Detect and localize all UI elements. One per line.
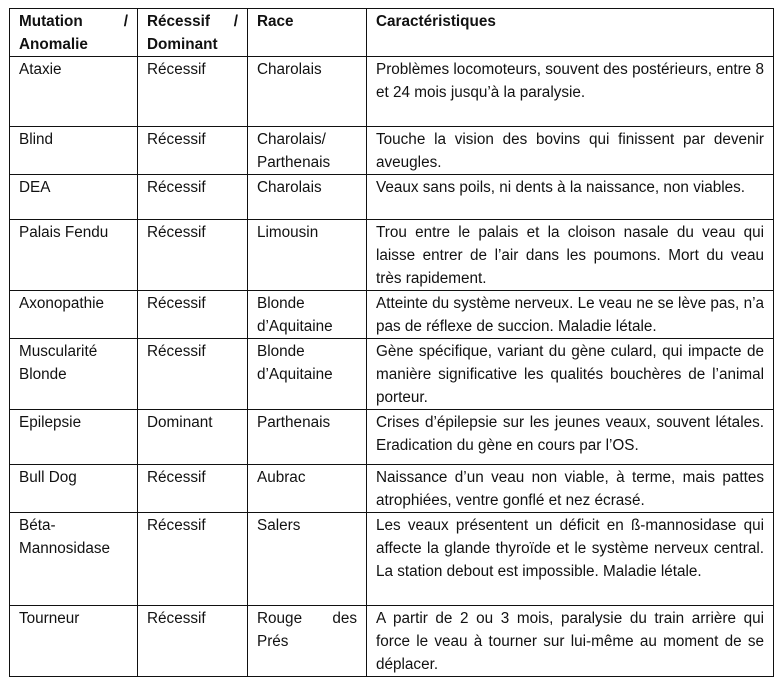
table-row xyxy=(10,291,774,339)
genetic-anomalies-table xyxy=(9,8,774,677)
header-caracteristiques: Caractéristiques xyxy=(367,9,774,57)
table-row xyxy=(10,465,774,513)
cell-caracteristiques: Trou entre le palais et la cloison nasale du veau qui laisse entrer de l’air dans les poumons. Mort du veau très rapidement. xyxy=(367,220,774,291)
table-row xyxy=(10,220,774,291)
cell-transmission: Récessif xyxy=(138,291,248,339)
cell-caracteristiques: Naissance d’un veau non viable, à terme, mais pattes atrophiées, ventre gonflé et nez écrasé. xyxy=(367,465,774,513)
cell-mutation: Tourneur xyxy=(10,606,138,677)
table-row xyxy=(10,127,774,175)
cell-caracteristiques: Touche la vision des bovins qui finissent par devenir aveugles. xyxy=(367,127,774,175)
cell-mutation: Epilepsie xyxy=(10,410,138,465)
cell-mutation: Muscularité Blonde xyxy=(10,339,138,410)
cell-race: Charolais/ Parthenais xyxy=(248,127,367,175)
cell-transmission: Récessif xyxy=(138,339,248,410)
table-row xyxy=(10,339,774,410)
cell-race: Rouge des Prés xyxy=(248,606,367,677)
cell-caracteristiques: Gène spécifique, variant du gène culard, qui impacte de manière significative les qualités bouchères de l’animal porteur. xyxy=(367,339,774,410)
header-transmission: Récessif / Dominant xyxy=(138,9,248,57)
cell-transmission: Récessif xyxy=(138,175,248,220)
cell-race: Limousin xyxy=(248,220,367,291)
cell-transmission: Récessif xyxy=(138,220,248,291)
cell-mutation: Palais Fendu xyxy=(10,220,138,291)
cell-transmission: Récessif xyxy=(138,57,248,127)
cell-caracteristiques: Les veaux présentent un déficit en ß-mannosidase qui affecte la glande thyroïde et le système nerveux central. La station debout est impossible. Maladie létale. xyxy=(367,513,774,606)
header-mutation: Mutation / Anomalie xyxy=(10,9,138,57)
cell-mutation: Blind xyxy=(10,127,138,175)
cell-race: Aubrac xyxy=(248,465,367,513)
cell-mutation: Axonopathie xyxy=(10,291,138,339)
cell-caracteristiques: Veaux sans poils, ni dents à la naissance, non viables. xyxy=(367,175,774,220)
cell-mutation: Béta-Mannosidase xyxy=(10,513,138,606)
header-race: Race xyxy=(248,9,367,57)
cell-caracteristiques: Problèmes locomoteurs, souvent des postérieurs, entre 8 et 24 mois jusqu’à la paralysie. xyxy=(367,57,774,127)
cell-transmission: Récessif xyxy=(138,606,248,677)
table-row xyxy=(10,410,774,465)
cell-mutation: Bull Dog xyxy=(10,465,138,513)
cell-race: Blonde d’Aquitaine xyxy=(248,339,367,410)
cell-mutation: DEA xyxy=(10,175,138,220)
table-header-row xyxy=(10,9,774,57)
cell-race: Salers xyxy=(248,513,367,606)
table-row xyxy=(10,606,774,677)
cell-transmission: Dominant xyxy=(138,410,248,465)
cell-caracteristiques: Atteinte du système nerveux. Le veau ne se lève pas, n’a pas de réflexe de succion. Maladie létale. xyxy=(367,291,774,339)
cell-transmission: Récessif xyxy=(138,127,248,175)
table-row xyxy=(10,175,774,220)
cell-race: Charolais xyxy=(248,57,367,127)
cell-transmission: Récessif xyxy=(138,513,248,606)
table-row xyxy=(10,513,774,606)
cell-race: Charolais xyxy=(248,175,367,220)
table-row xyxy=(10,57,774,127)
cell-mutation: Ataxie xyxy=(10,57,138,127)
cell-caracteristiques: A partir de 2 ou 3 mois, paralysie du train arrière qui force le veau à tourner sur lui-même au moment de se déplacer. xyxy=(367,606,774,677)
cell-transmission: Récessif xyxy=(138,465,248,513)
cell-race: Parthenais xyxy=(248,410,367,465)
cell-caracteristiques: Crises d’épilepsie sur les jeunes veaux, souvent létales. Eradication du gène en cours par l’OS. xyxy=(367,410,774,465)
cell-race: Blonde d’Aquitaine xyxy=(248,291,367,339)
